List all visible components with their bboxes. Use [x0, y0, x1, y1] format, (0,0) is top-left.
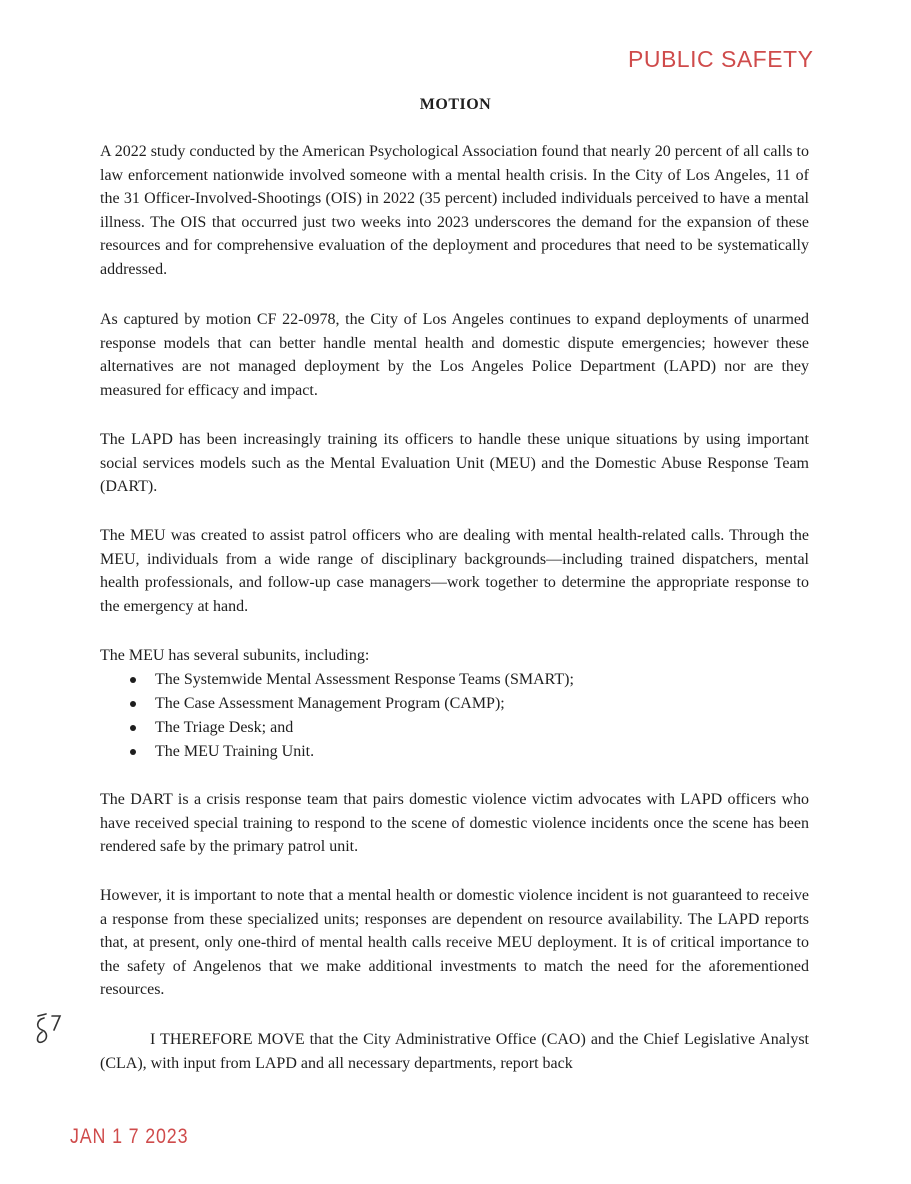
received-date-stamp: JAN 1 7 2023	[70, 1125, 189, 1148]
paragraph-text: I THEREFORE MOVE that the City Administrative Office (CAO) and the Chief Legislative Analyst (CLA), with input from LAPD and all necessary departments, report back	[100, 1031, 809, 1072]
paragraph-meu	[100, 524, 809, 618]
paragraph-text: The MEU was created to assist patrol officers who are dealing with mental health-related calls. Through the MEU, individuals from a wide range of disciplinary backgrounds—including trained dispatchers, mental health professionals, and follow-up case managers—work together to determine the appropriate response to the emergency at hand.	[100, 527, 809, 615]
paragraph-text: However, it is important to note that a mental health or domestic violence incident is not guaranteed to receive a response from these specialized units; responses are dependent on resource availability. The LAPD reports that, at present, only one-third of mental health calls receive MEU deployment. It is of critical importance to the safety of Angelenos that we make additional investments to match the need for the aforementioned resources.	[100, 887, 809, 999]
paragraph-study	[100, 140, 809, 282]
paragraph-text: As captured by motion CF 22-0978, the City of Los Angeles continues to expand deployments of unarmed response models that can better handle mental health and domestic dispute emergencies; however these alternatives are not managed deployment by the Los Angeles Police Department (LAPD) nor are they measured for efficacy and impact.	[100, 311, 809, 399]
paragraph-motion-cf	[100, 308, 809, 402]
document-title: MOTION	[419, 96, 492, 113]
list-item: The Case Assessment Management Program (CAMP);	[100, 692, 809, 716]
paragraph-availability	[100, 884, 809, 1002]
subunits-intro: The MEU has several subunits, including:	[100, 647, 370, 664]
subunits-section	[100, 644, 809, 764]
list-item: The Triage Desk; and	[100, 716, 809, 740]
subunits-list	[100, 668, 809, 764]
paragraph-text: The DART is a crisis response team that pairs domestic violence victim advocates with LAPD officers who have received special training to respond to the scene of domestic violence incidents once the scene has been rendered safe by the primary patrol unit.	[100, 791, 809, 856]
handwritten-margin-note	[34, 1010, 74, 1050]
list-item: The Systemwide Mental Assessment Response Teams (SMART);	[100, 668, 809, 692]
public-safety-stamp: PUBLIC SAFETY	[628, 46, 814, 72]
paragraph-text: The LAPD has been increasingly training its officers to handle these unique situations by using important social services models such as the Mental Evaluation Unit (MEU) and the Domestic Abuse Response Team (DART).	[100, 431, 809, 496]
list-item: The MEU Training Unit.	[100, 740, 809, 764]
paragraph-lapd-training	[100, 428, 809, 499]
paragraph-text: A 2022 study conducted by the American Psychological Association found that nearly 20 percent of all calls to law enforcement nationwide involved someone with a mental health crisis. In the City of Los Angeles, 11 of the 31 Officer-Involved-Shootings (OIS) in 2022 (35 percent) included individuals perceived to have a mental illness. The OIS that occurred just two weeks into 2023 underscores the demand for the expansion of these resources and for comprehensive evaluation of the deployment and procedures that need to be systematically addressed.	[100, 143, 809, 278]
paragraph-dart	[100, 788, 809, 859]
paragraph-therefore	[100, 1028, 809, 1075]
